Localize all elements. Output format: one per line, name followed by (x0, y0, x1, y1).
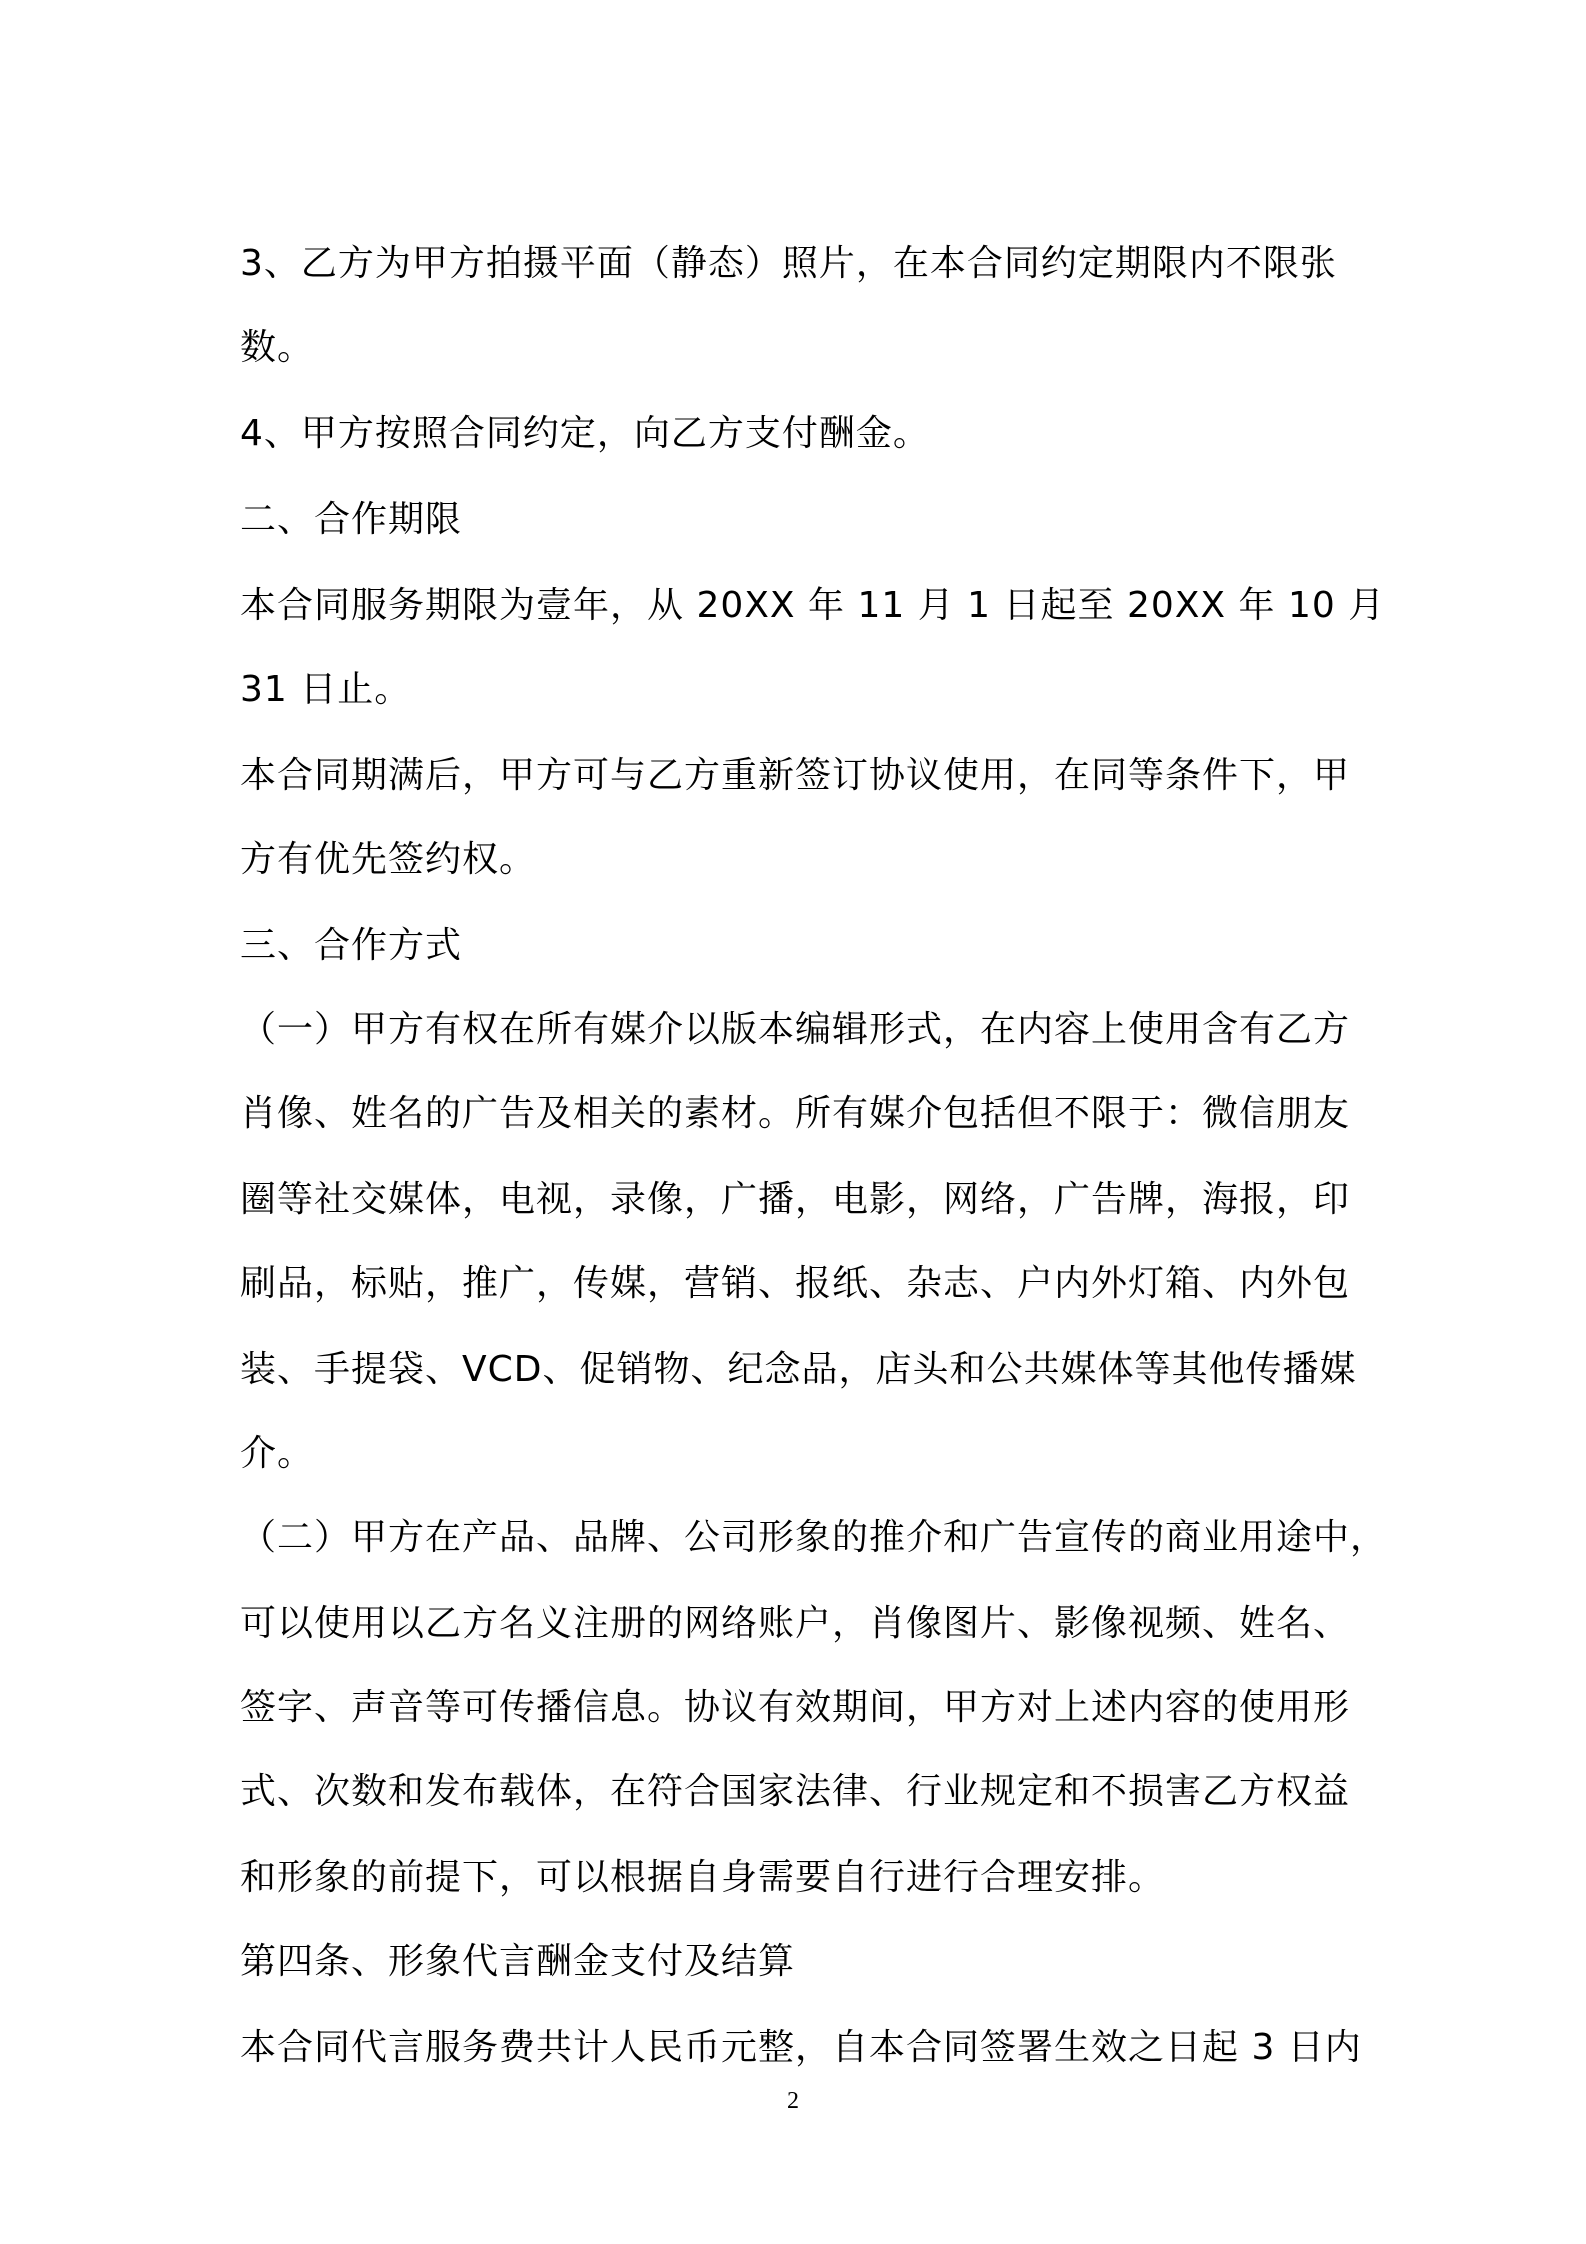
section-heading: 二、合作期限 (240, 499, 463, 540)
text-line: 装、手提袋、VCD、促销物、纪念品，店头和公共媒体等其他传播媒 (240, 1349, 1357, 1390)
section-heading: 三、合作方式 (240, 925, 463, 966)
text-line: 刷品，标贴，推广，传媒，营销、报纸、杂志、户内外灯箱、内外包 (240, 1263, 1351, 1304)
text-line: 31 日止。 (240, 669, 412, 710)
text-line: 式、次数和发布载体，在符合国家法律、行业规定和不损害乙方权益 (240, 1771, 1351, 1812)
text-line: 和形象的前提下，可以根据自身需要自行进行合理安排。 (240, 1857, 1166, 1898)
section-heading: 第四条、形象代言酬金支付及结算 (240, 1941, 796, 1982)
text-line: 可以使用以乙方名义注册的网络账户，肖像图片、影像视频、姓名、 (240, 1603, 1351, 1644)
text-line: 3、乙方为甲方拍摄平面（静态）照片，在本合同约定期限内不限张 (240, 243, 1337, 284)
text-line: 介。 (240, 1433, 315, 1474)
text-line: 数。 (240, 327, 315, 368)
page-number: 2 (787, 2088, 799, 2114)
text-line: 本合同服务期限为壹年，从 20XX 年 11 月 1 日起至 20XX 年 10 月 (240, 585, 1386, 626)
text-line: 本合同期满后，甲方可与乙方重新签订协议使用，在同等条件下，甲 (240, 755, 1351, 796)
text-line: 肖像、姓名的广告及相关的素材。所有媒介包括但不限于：微信朋友 (240, 1093, 1351, 1134)
text-line: （一）甲方有权在所有媒介以版本编辑形式，在内容上使用含有乙方 (240, 1009, 1351, 1050)
text-line: 本合同代言服务费共计人民币元整，自本合同签署生效之日起 3 日内 (240, 2027, 1362, 2068)
text-line: 圈等社交媒体，电视，录像，广播，电影，网络，广告牌，海报，印 (240, 1179, 1351, 1220)
text-line: 方有优先签约权。 (240, 839, 537, 880)
text-line: （二）甲方在产品、品牌、公司形象的推介和广告宣传的商业用途中， (240, 1517, 1388, 1558)
text-line: 签字、声音等可传播信息。协议有效期间，甲方对上述内容的使用形 (240, 1687, 1351, 1728)
text-line: 4、甲方按照合同约定，向乙方支付酬金。 (240, 413, 930, 454)
